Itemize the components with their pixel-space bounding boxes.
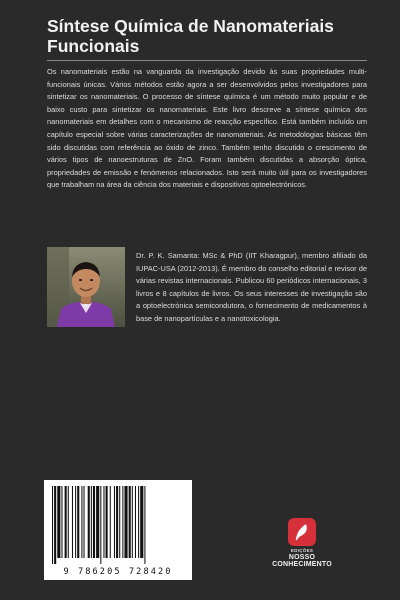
barcode-bar [65,486,67,558]
publisher-logo [288,518,316,546]
barcode-bar [84,486,85,558]
barcode-bar [100,486,101,564]
barcode-bar [75,486,76,558]
author-photo [47,247,125,327]
book-summary: Os nanomateriais estão na vanguarda da investigação devido às suas propriedades multi-funcionais únicas. Vários métodos estão agora a ser desenvolvidos pelos investigadores para sintetizar os nanomateriais. O processo de síntese química é um método muito popular e de baixo custo para sintetizar os nanomateriais. Este livro descreve a síntese química dos nanomateriais em detalhes com o mecanismo de reacção específico. Está também incluído um capítulo especial sobre várias caracterizações de nanomateriais. As metodologias básicas têm sido discutidas com referência ao óxido de zinco. Também tenho discutido o crescimento de vários tipos de nanoestruturas de ZnO. Foram também discutidas a absorção óptica, propriedades de emissão e fenómenos relacionados. Isto será muito útil para os investigadores que trabalham na área da ciência dos materiais e dispositivos optoelectrónicos. [47,67,367,190]
barcode-bar [91,486,92,558]
barcode-bar [135,486,136,558]
barcode-bar [103,486,104,558]
barcode-bar [138,486,139,558]
barcode [44,480,192,580]
barcode-bar [114,486,115,558]
barcode-bar [132,486,133,558]
barcode-bar [106,486,108,558]
barcode-bar [144,486,145,564]
barcode-bar [129,486,131,558]
barcode-bar [52,486,53,564]
barcode-bar [124,486,127,558]
barcode-bars [44,480,192,568]
publisher-name: NOSSO CONHECIMENTO [272,554,332,568]
publisher-block [258,518,346,568]
barcode-bar [140,486,143,558]
title-divider [47,60,367,61]
barcode-bar [119,486,120,558]
quill-icon [288,518,316,546]
barcode-bar [116,486,118,558]
barcode-bar [61,486,62,558]
barcode-bar [54,486,56,564]
publisher-imprint: EDIÇÕES [290,548,314,553]
isbn-digits: 9 786205 728420 [63,567,173,577]
barcode-bar [81,486,82,558]
barcode-bar [77,486,79,558]
barcode-bar [110,486,111,558]
barcode-bar [72,486,73,558]
barcode-bar [88,486,90,558]
barcode-bar [68,486,69,558]
book-title: Síntese Química de Nanomateriais Funcionais [47,16,334,56]
barcode-bar [57,486,60,558]
author-bio: Dr. P. K. Samanta: MSc & PhD (IIT Kharagpur), membro afiliado da IUPAC-USA (2012-2013). É membro do conselho editorial e revisor de várias revistas internacionais. Publicou 60 periódicos internacionais, 3 livros e 8 capítulos de livros. Os seus interesses de investigação são a optoelectrónica semicondutora, o fornecimento de medicamentos à base de nanopartículas e a nanotoxicologia. [136,251,367,323]
barcode-bar [96,486,99,558]
barcode-bar [122,486,123,558]
barcode-bar [93,486,95,558]
